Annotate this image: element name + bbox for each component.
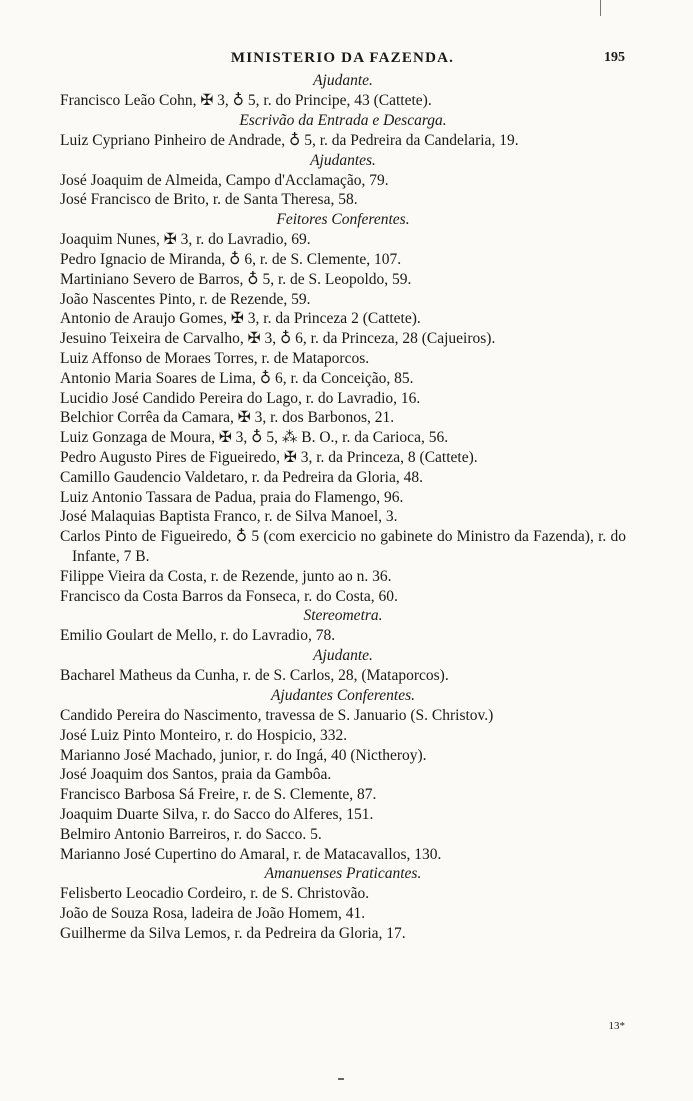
directory-entry: Lucidio José Candido Pereira do Lago, r. do Lavradio, 16. — [60, 389, 421, 407]
directory-entry: Camillo Gaudencio Valdetaro, r. da Pedreira da Gloria, 48. — [60, 468, 423, 486]
running-title: MINISTERIO DA FAZENDA. — [230, 50, 455, 66]
section-heading: Ajudante. — [313, 72, 373, 89]
directory-entry: Pedro Ignacio de Miranda, ♁ 6, r. de S. Clemente, 107. — [60, 250, 402, 268]
section-heading: Stereometra. — [303, 607, 383, 625]
directory-entry: Jesuino Teixeira de Carvalho, ✠ 3, ♁ 6, r. da Princeza, 28 (Cajueiros). — [60, 330, 496, 348]
directory-entry: Carlos Pinto de Figueiredo, ♁ 5 (com exercicio no gabinete do Ministro da Fazenda), r. do Infante, 7 B. — [60, 528, 626, 565]
directory-entry: Luiz Antonio Tassara de Padua, praia do Flamengo, 96. — [60, 488, 404, 506]
directory-entry: José Joaquim dos Santos, praia da Gambôa. — [60, 766, 332, 784]
directory-entry: Guilherme da Silva Lemos, r. da Pedreira da Gloria, 17. — [60, 924, 406, 942]
directory-entry: Luiz Affonso de Moraes Torres, r. de Mataporcos. — [60, 349, 370, 367]
section-heading: Escrivão da Entrada e Descarga. — [239, 111, 447, 129]
directory-entry: Francisco da Costa Barros da Fonseca, r. do Costa, 60. — [60, 587, 398, 605]
directory-entry: Emilio Goulart de Mello, r. do Lavradio, 78. — [60, 627, 336, 645]
directory-entry: Filippe Vieira da Costa, r. de Rezende, junto ao n. 36. — [60, 567, 392, 585]
directory-entry: Felisberto Leocadio Cordeiro, r. de S. Christovão. — [60, 885, 370, 903]
directory-entry: José Luiz Pinto Monteiro, r. do Hospicio, 332. — [60, 726, 348, 744]
section-heading: Amanuenses Praticantes. — [264, 865, 422, 883]
section-heading: Ajudantes Conferentes. — [270, 686, 416, 704]
directory-entry: João de Souza Rosa, ladeira de João Homem, 41. — [60, 905, 366, 923]
running-head — [60, 50, 625, 72]
directory-listing — [60, 71, 626, 944]
directory-entry: Marianno José Machado, junior, r. do Ingá, 40 (Nictheroy). — [60, 746, 427, 764]
directory-entry: José Malaquias Baptista Franco, r. de Silva Manoel, 3. — [60, 508, 398, 526]
directory-entry: João Nascentes Pinto, r. de Rezende, 59. — [60, 290, 311, 308]
directory-entry: Luiz Gonzaga de Moura, ✠ 3, ♁ 5, ⁂ B. O., r. da Carioca, 56. — [60, 429, 449, 447]
directory-entry: José Joaquim de Almeida, Campo d'Acclamação, 79. — [60, 171, 389, 189]
directory-entry: Candido Pereira do Nascimento, travessa de S. Januario (S. Christov.) — [60, 706, 494, 724]
section-heading: Ajudante. — [313, 647, 373, 665]
edge-mark — [600, 0, 601, 16]
directory-entry: Marianno José Cupertino do Amaral, r. de Matacavallos, 130. — [60, 845, 442, 863]
print-speck — [338, 1078, 344, 1080]
directory-entry: Francisco Barbosa Sá Freire, r. de S. Clemente, 87. — [60, 786, 377, 804]
printer-signature: 13* — [608, 1020, 625, 1032]
directory-entry: Martiniano Severo de Barros, ♁ 5, r. de S. Leopoldo, 59. — [60, 270, 412, 288]
directory-entry: Joaquim Nunes, ✠ 3, r. do Lavradio, 69. — [60, 231, 311, 249]
directory-entry: Pedro Augusto Pires de Figueiredo, ✠ 3, r. da Princeza, 8 (Cattete). — [60, 448, 478, 466]
section-heading: Feitores Conferentes. — [276, 211, 410, 229]
directory-entry: José Francisco de Brito, r. de Santa Theresa, 58. — [60, 191, 358, 209]
directory-entry: Belmiro Antonio Barreiros, r. do Sacco. 5. — [60, 825, 322, 843]
section-heading: Ajudantes. — [310, 151, 376, 169]
page-number: 195 — [604, 50, 625, 65]
directory-entry: Joaquim Duarte Silva, r. do Sacco do Alferes, 151. — [60, 805, 374, 823]
directory-entry: Antonio Maria Soares de Lima, ♁ 6, r. da Conceição, 85. — [60, 369, 414, 387]
directory-entry: Belchior Corrêa da Camara, ✠ 3, r. dos Barbonos, 21. — [60, 409, 395, 427]
directory-entry: Luiz Cypriano Pinheiro de Andrade, ♁ 5, r. da Pedreira da Candelaria, 19. — [60, 131, 519, 149]
directory-entry: Bacharel Matheus da Cunha, r. de S. Carlos, 28, (Mataporcos). — [60, 667, 449, 685]
directory-entry: Francisco Leão Cohn, ✠ 3, ♁ 5, r. do Principe, 43 (Cattete). — [60, 92, 432, 109]
directory-entry: Antonio de Araujo Gomes, ✠ 3, r. da Princeza 2 (Cattete). — [60, 310, 421, 328]
